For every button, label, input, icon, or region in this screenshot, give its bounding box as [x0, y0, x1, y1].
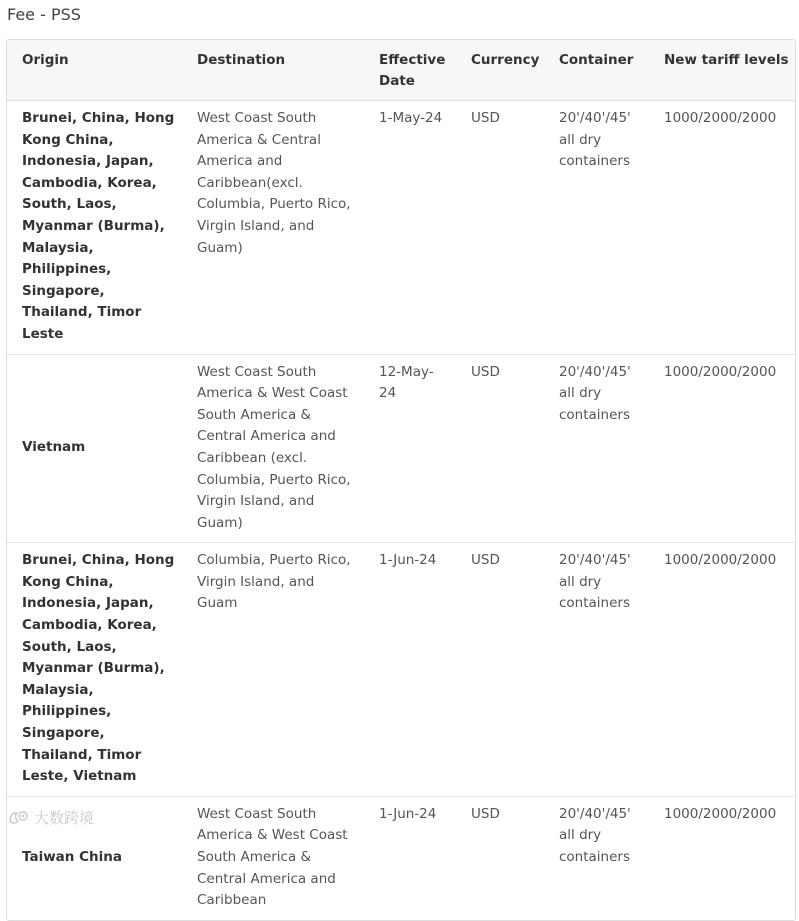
fee-table-container [6, 39, 796, 921]
cell-container: 20'/40'/45' all dry containers [544, 796, 649, 919]
cell-origin: Vietnam [7, 354, 182, 543]
header-container: Container [544, 40, 649, 101]
table-row [7, 354, 795, 543]
page-title: Fee - PSS [7, 5, 81, 24]
table-header-row [7, 40, 795, 101]
cell-effective-date: 1-Jun-24 [364, 796, 456, 919]
cell-origin: Brunei, China, Hong Kong China, Indonesia, Japan, Cambodia, Korea, South, Laos, Myanmar (Burma), Malaysia, Philippines, Singapore, Thailand, Timor Leste, Vietnam [7, 543, 182, 797]
watermark-text: 大数跨境 [34, 809, 95, 827]
cell-container: 20'/40'/45' all dry containers [544, 354, 649, 543]
table-row [7, 796, 795, 919]
cell-container: 20'/40'/45' all dry containers [544, 101, 649, 355]
cell-currency: USD [456, 796, 544, 919]
cell-effective-date: 1-May-24 [364, 101, 456, 355]
cell-destination: West Coast South America & Central America and Caribbean(excl. Columbia, Puerto Rico, Virgin Island, and Guam) [182, 101, 364, 355]
cell-destination: West Coast South America & West Coast South America & Central America and Caribbean (excl. Columbia, Puerto Rico, Virgin Island, and Guam) [182, 354, 364, 543]
header-destination: Destination [182, 40, 364, 101]
cell-currency: USD [456, 354, 544, 543]
watermark-logo-icon [8, 810, 30, 826]
header-tariff: New tariff levels [649, 40, 795, 101]
table-row [7, 101, 795, 355]
cell-currency: USD [456, 101, 544, 355]
cell-tariff: 1000/2000/2000 [649, 354, 795, 543]
cell-effective-date: 1-Jun-24 [364, 543, 456, 797]
header-effective-date: Effective Date [364, 40, 456, 101]
cell-tariff: 1000/2000/2000 [649, 101, 795, 355]
fee-table [7, 40, 795, 920]
header-currency: Currency [456, 40, 544, 101]
cell-origin: Brunei, China, Hong Kong China, Indonesia, Japan, Cambodia, Korea, South, Laos, Myanmar (Burma), Malaysia, Philippines, Singapore, Thailand, Timor Leste [7, 101, 182, 355]
cell-effective-date: 12-May-24 [364, 354, 456, 543]
cell-tariff: 1000/2000/2000 [649, 543, 795, 797]
table-row [7, 543, 795, 797]
cell-destination: Columbia, Puerto Rico, Virgin Island, and Guam [182, 543, 364, 797]
cell-currency: USD [456, 543, 544, 797]
watermark [8, 807, 94, 828]
header-origin: Origin [7, 40, 182, 101]
cell-origin: Taiwan China [7, 796, 182, 919]
cell-tariff: 1000/2000/2000 [649, 796, 795, 919]
cell-destination: West Coast South America & West Coast South America & Central America and Caribbean [182, 796, 364, 919]
cell-container: 20'/40'/45' all dry containers [544, 543, 649, 797]
